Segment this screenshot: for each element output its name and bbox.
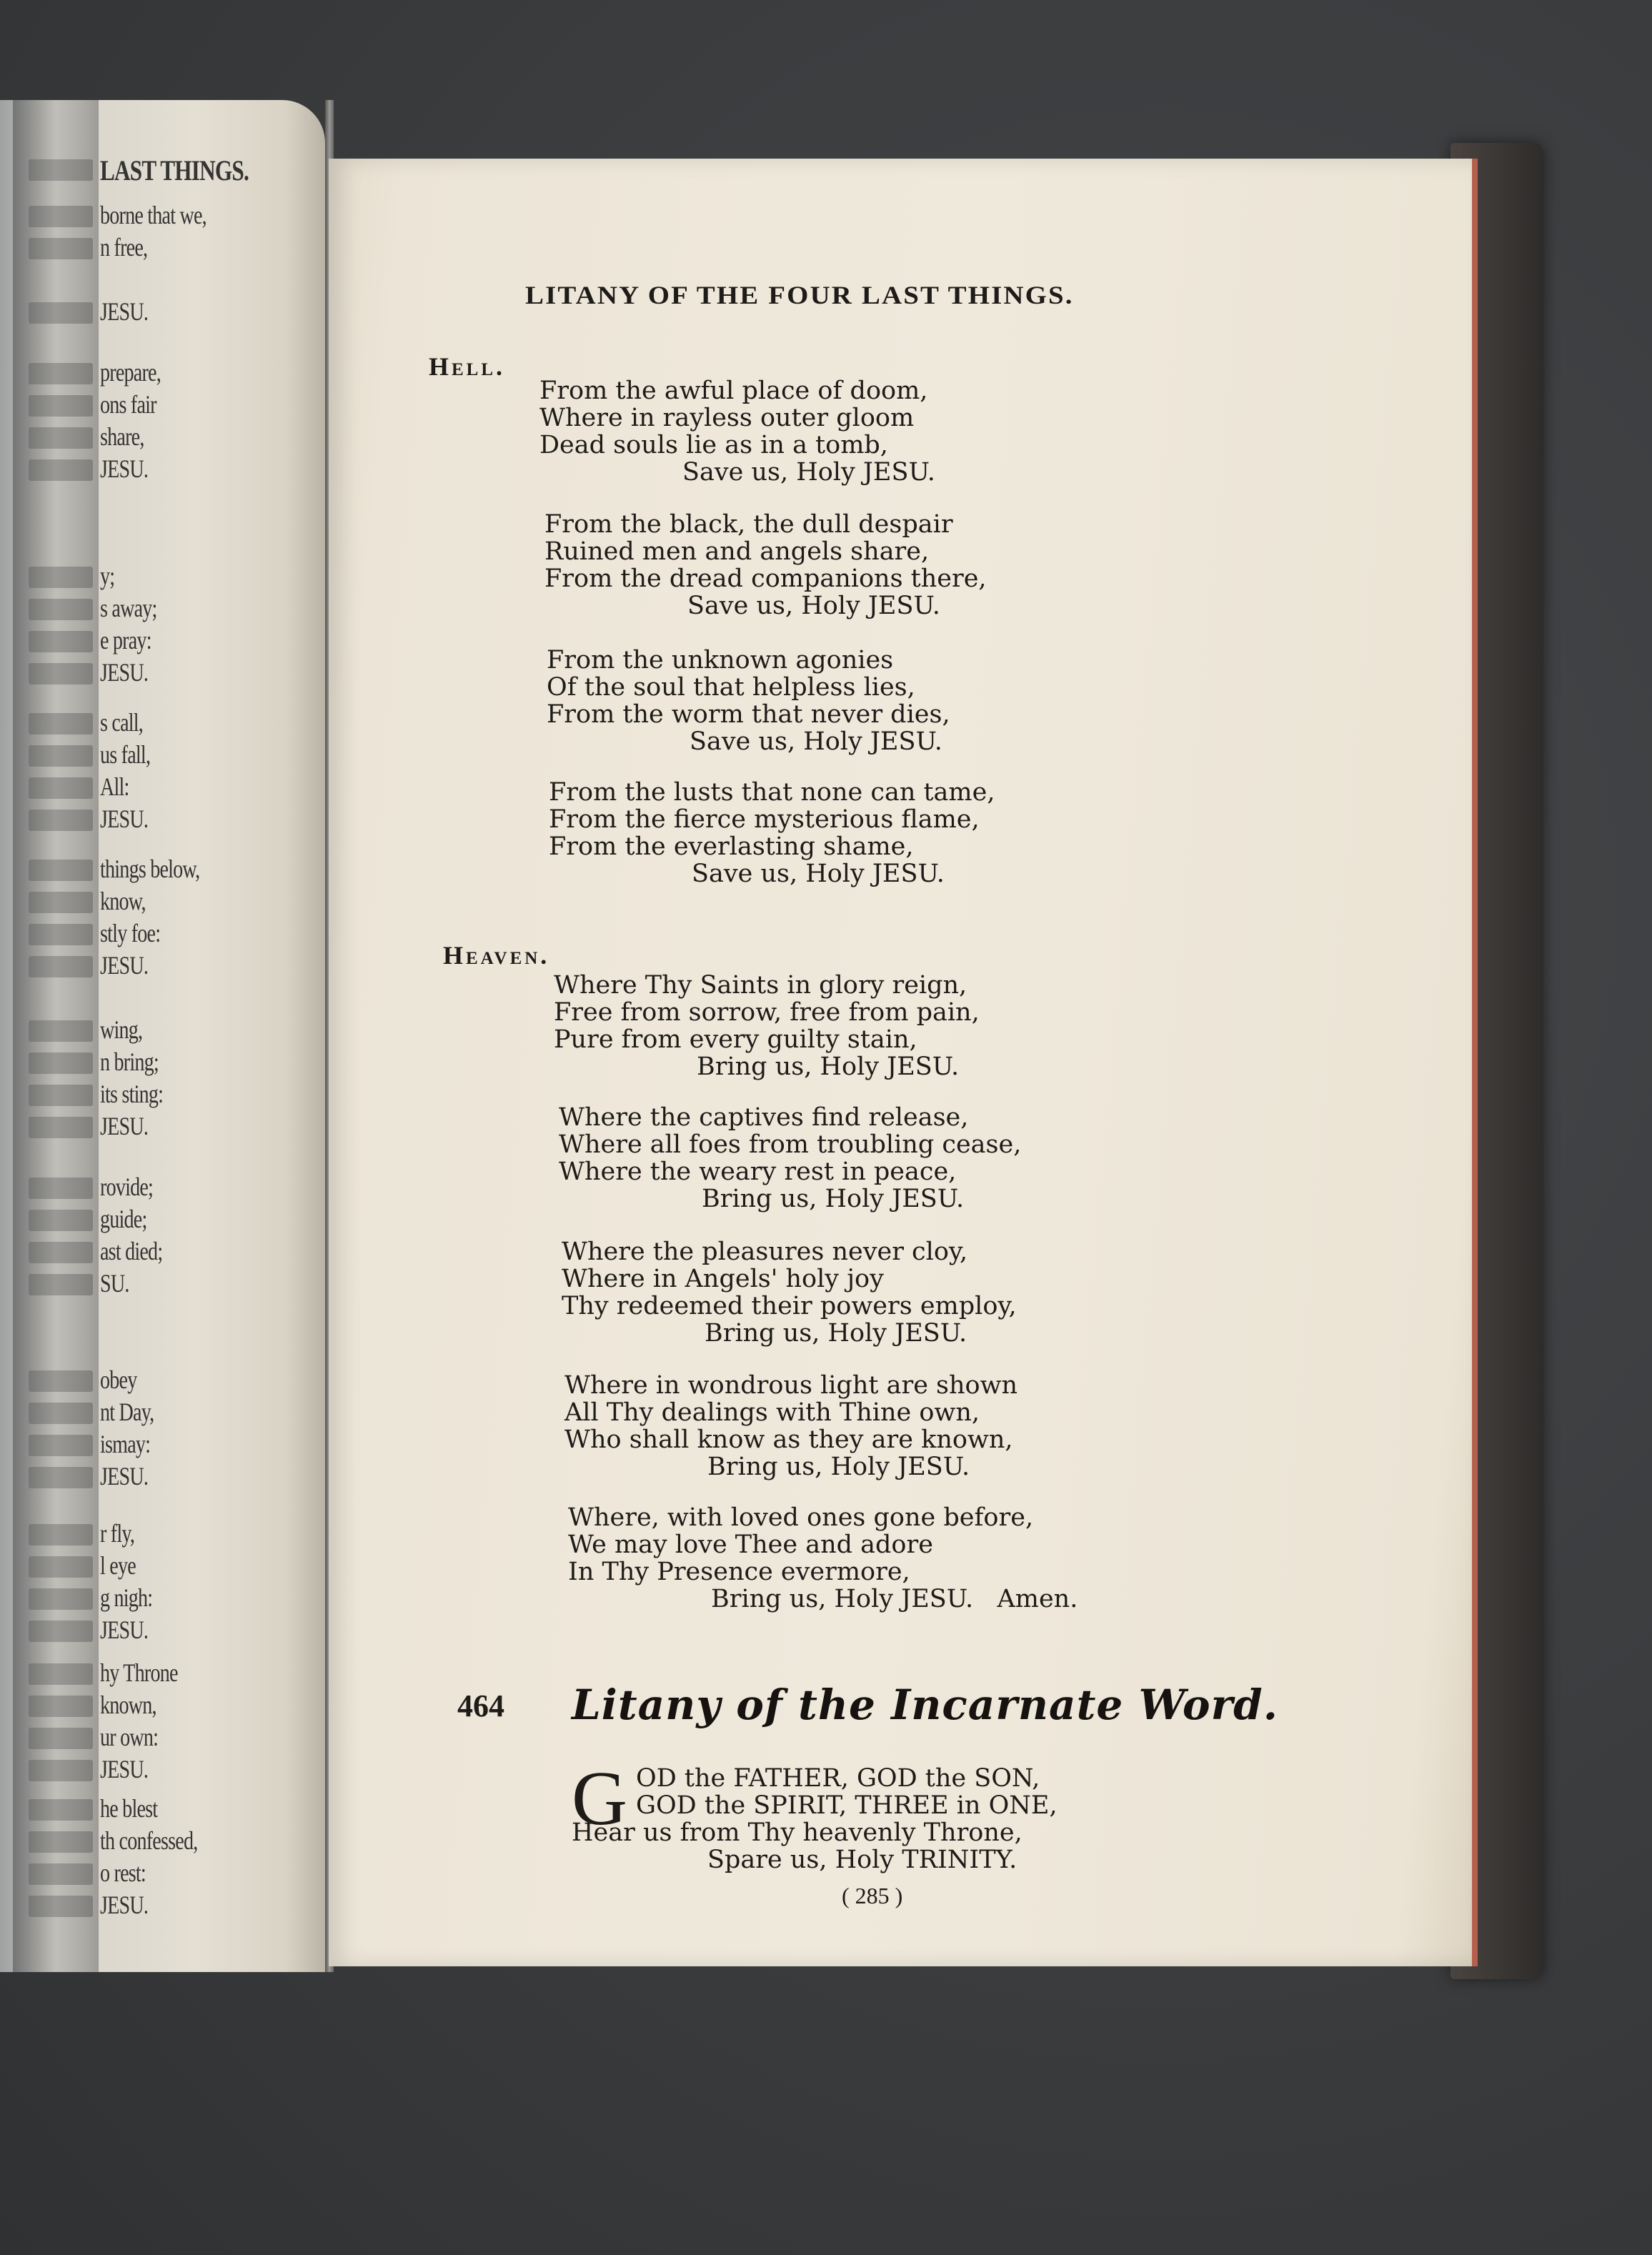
verse-line: Where, with loved ones gone before, [568,1503,1034,1532]
page-title: LITANY OF THE FOUR LAST THINGS. [525,281,1074,309]
verse-line: We may love Thee and adore [568,1530,933,1559]
left-page-fragment: s call, [100,708,144,737]
verse-line: Where in Angels' holy joy [562,1265,884,1293]
hymn-opening-stanza [572,1756,1058,1874]
verse-line: Ruined men and angels share, [544,537,930,566]
left-page-fragment: guide; [100,1205,147,1233]
verse-line: Where all foes from troubling cease, [559,1130,1022,1159]
left-page-fragment: ismay: [100,1430,151,1458]
left-page-fragment: JESU. [100,658,149,687]
refrain-line: Save us, Holy JESU. [692,860,945,888]
verse-line: From the unknown agonies [547,646,894,674]
verse-line: Where the captives find release, [559,1103,969,1132]
left-page-fragment: s away; [100,594,157,622]
verse-line: Dead souls lie as in a tomb, [539,431,888,459]
verse-line: Hear us from Thy heavenly Throne, [572,1818,1022,1847]
left-page-fragment: n bring; [100,1047,159,1076]
stanza [547,647,950,755]
verse-line: Where the weary rest in peace, [559,1158,957,1186]
verse-line: From the awful place of doom, [539,377,928,405]
verse-line: Free from sorrow, free from pain, [554,998,980,1027]
left-page-fragment: JESU. [100,1891,149,1919]
left-page-fragment: things below, [100,855,200,883]
left-page-fragment: ur own: [100,1723,159,1751]
verse-line: From the dread companions there, [544,564,987,593]
page-number: ( 285 ) [842,1883,903,1908]
left-page-fragment: ast died; [100,1237,163,1265]
left-page-fragment: th confessed, [100,1826,198,1855]
left-page-fragment: JESU. [100,1112,149,1140]
left-page-fragment: JESU. [100,1616,149,1644]
verse-line: GOD the SPIRIT, THREE in ONE, [636,1791,1058,1820]
verse-line: Of the soul that helpless lies, [547,673,915,702]
left-page-fragment: JESU. [100,805,149,833]
left-page-fragment: wing, [100,1015,143,1044]
left-page-fragment: n free, [100,233,148,262]
refrain-line: Save us, Holy JESU. [682,458,935,487]
left-page-fragment: LAST THINGS. [100,154,249,186]
refrain-line: Bring us, Holy JESU. [697,1052,960,1081]
verse-line: From the black, the dull despair [544,510,953,539]
stanza [564,1372,1017,1480]
left-page-fragment: obey [100,1365,137,1394]
left-page-fragment: know, [100,887,146,915]
left-page-fragment: borne that we, [100,201,206,229]
verse-line: In Thy Presence evermore, [568,1558,910,1586]
verse-line: From the fierce mysterious flame, [549,805,980,834]
verse-line: Where Thy Saints in glory reign, [554,971,967,1000]
verse-line: From the worm that never dies, [547,700,950,729]
section-heading-heaven: Heaven. [443,941,550,970]
drop-cap: G [572,1756,627,1841]
verse-line: From the lusts that none can tame, [549,778,995,807]
refrain-line: Bring us, Holy JESU. [705,1319,967,1348]
left-page-fragment: r fly, [100,1519,135,1548]
refrain-line: Save us, Holy JESU. [690,727,942,756]
stanza [544,511,987,619]
verse-line: OD the FATHER, GOD the SON, [636,1764,1040,1793]
left-page-fragment: share, [100,422,144,451]
left-page-fragment: JESU. [100,297,149,326]
hymn-title: Litany of the Incarnate Word. [572,1681,1278,1729]
stanza [568,1504,1078,1613]
verse-line: Where in rayless outer gloom [539,404,915,432]
left-page-fragment: y; [100,562,115,590]
left-page-fragment: JESU. [100,454,149,483]
left-page-fragment: hy Throne [100,1658,178,1687]
left-page-fragment: JESU. [100,951,149,980]
left-page-fragment: known, [100,1691,156,1719]
left-page-fragment: JESU. [100,1755,149,1783]
left-page-fragment: us fall, [100,740,151,769]
verse-line: Pure from every guilty stain, [554,1025,917,1054]
binding-spine [13,100,99,1972]
left-page-fragment: SU. [100,1269,129,1298]
left-page-fragment: All: [100,772,129,801]
stanza [554,972,980,1080]
left-page-fragment: stly foe: [100,919,161,947]
stanza [539,377,935,486]
left-page-fragment: he blest [100,1794,158,1823]
left-page-fragment: ons fair [100,390,156,419]
stanza [559,1104,1021,1213]
left-page-fragment: rovide; [100,1173,154,1201]
verse-line: Where the pleasures never cloy, [562,1238,968,1266]
verse-line: Who shall know as they are known, [564,1425,1013,1454]
left-page-fragment: o rest: [100,1858,146,1887]
verse-line: Thy redeemed their powers employ, [562,1292,1017,1320]
left-page-fragment: l eye [100,1551,136,1580]
section-heading-hell: Hell. [429,352,506,381]
refrain-line: Save us, Holy JESU. [687,592,940,620]
refrain-line: Bring us, Holy JESU. Amen. [711,1585,1078,1613]
left-page-fragment: nt Day, [100,1398,154,1426]
stanza [549,779,995,887]
left-page-fragment: its sting: [100,1080,164,1108]
hymn-number: 464 [457,1688,504,1723]
left-page-fragment: e pray: [100,626,151,654]
left-page-fragment: g nigh: [100,1583,153,1612]
verse-line: Where in wondrous light are shown [564,1371,1018,1400]
refrain-line: Spare us, Holy TRINITY. [707,1846,1017,1874]
verse-line: All Thy dealings with Thine own, [564,1398,980,1427]
refrain-line: Bring us, Holy JESU. [707,1453,970,1481]
verse-line: From the everlasting shame, [549,832,914,861]
refrain-line: Bring us, Holy JESU. [702,1185,965,1213]
stanza [562,1238,1017,1347]
left-page-fragment: JESU. [100,1462,149,1490]
left-page-fragment: prepare, [100,358,161,387]
